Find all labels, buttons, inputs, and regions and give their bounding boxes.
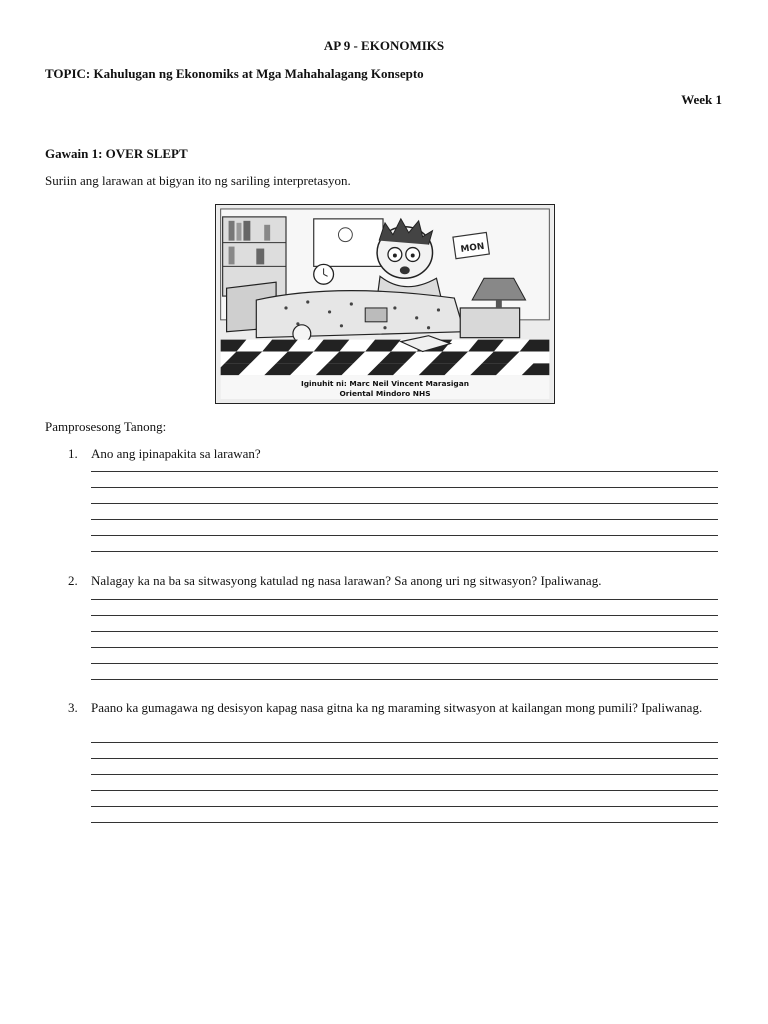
answer-line[interactable]: [91, 551, 718, 552]
activity-instruction: Suriin ang larawan at bigyan ito ng sariling interpretasyon.: [45, 173, 351, 188]
question-3-text: Paano ka gumagawa ng desisyon kapag nasa gitna ka ng maraming sitwasyon at kailangan mong pumili? Ipaliwanag.: [91, 700, 703, 715]
answer-line[interactable]: [91, 806, 718, 807]
answer-line[interactable]: [91, 599, 718, 600]
checkered-floor: [221, 340, 550, 376]
week-label: Week 1: [681, 92, 722, 107]
small-box: [365, 308, 387, 322]
calendar-label: MON: [460, 241, 486, 255]
answer-line[interactable]: [91, 631, 718, 632]
answer-line[interactable]: [91, 742, 718, 743]
answer-line[interactable]: [91, 615, 718, 616]
book: [229, 247, 235, 265]
pupil: [393, 254, 397, 258]
question-2-text: Nalagay ka na ba sa sitwasyong katulad ng nasa larawan? Sa anong uri ng sitwasyon? Ipaliwanag.: [91, 573, 602, 588]
answer-line[interactable]: [91, 822, 718, 823]
illustration-credit: Iginuhit ni: Marc Neil Vincent Marasigan: [300, 379, 470, 389]
answer-line[interactable]: [91, 774, 718, 775]
question-2-number: 2.: [68, 573, 78, 588]
book: [229, 221, 235, 241]
answer-line[interactable]: [91, 663, 718, 664]
side-table: [460, 308, 519, 338]
lamp-stand: [496, 300, 502, 308]
answer-line[interactable]: [91, 679, 718, 680]
blanket: [256, 291, 464, 338]
book: [256, 249, 264, 265]
question-1-number: 1.: [68, 446, 78, 461]
answer-line[interactable]: [91, 647, 718, 648]
question-1-text: Ano ang ipinapakita sa larawan?: [91, 446, 261, 461]
question-3-number: 3.: [68, 700, 78, 715]
answer-line[interactable]: [91, 471, 718, 472]
book: [243, 221, 250, 241]
window: [314, 219, 383, 267]
pupil: [411, 254, 415, 258]
activity-title: Gawain 1: OVER SLEPT: [45, 146, 188, 161]
answer-line[interactable]: [91, 535, 718, 536]
book: [264, 225, 270, 241]
answer-line[interactable]: [91, 790, 718, 791]
answer-line[interactable]: [91, 519, 718, 520]
answer-line[interactable]: [91, 503, 718, 504]
answer-line[interactable]: [91, 487, 718, 488]
illustration-drawing: [216, 205, 554, 403]
illustration-school: Oriental Mindoro NHS: [339, 389, 431, 399]
topic-line: TOPIC: Kahulugan ng Ekonomiks at Mga Mahahalagang Konsepto: [45, 66, 424, 81]
overslept-illustration: [215, 204, 555, 404]
character-mouth: [400, 266, 410, 274]
questions-heading: Pamprosesong Tanong:: [45, 419, 167, 434]
answer-line[interactable]: [91, 758, 718, 759]
book: [237, 223, 242, 241]
document-title: AP 9 - EKONOMIKS: [323, 38, 445, 53]
